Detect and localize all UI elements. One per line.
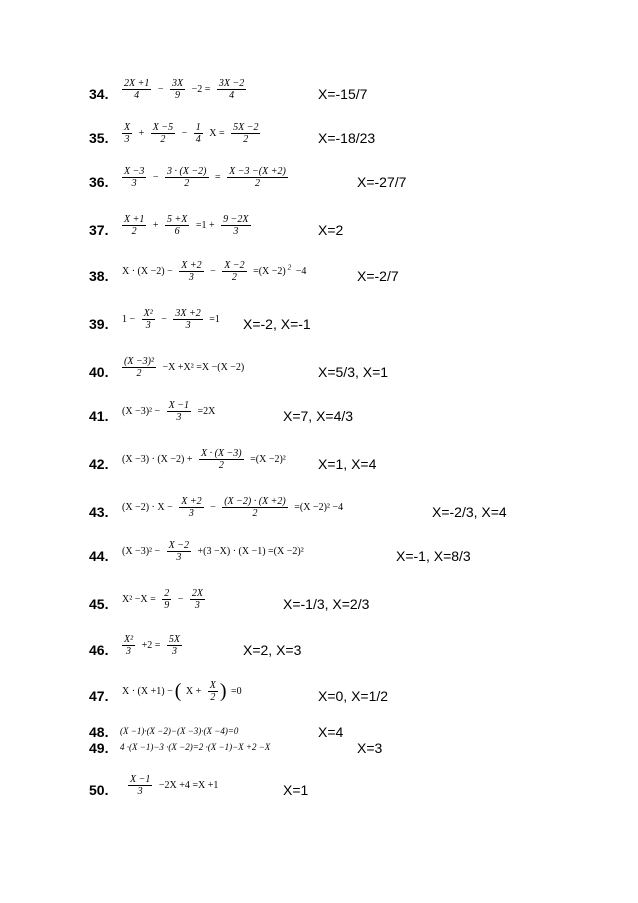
equation: X · (X −2) − $\frac{X +2}{3}$ − $\frac{X -2}{2}$ =(X −2) $^2$ −4 [122,260,307,283]
problem-47 [0,680,638,720]
problem-39 [0,308,638,348]
problem-43 [0,496,638,536]
equation: (X −3)² − $\frac{X -2}{3}$ +(3 −X) · (X −1) =(X −2)² [122,540,304,563]
problem-number: 49. [89,740,109,756]
problem-number: 44. [89,548,109,564]
answer: X=1 [283,782,309,798]
problem-number: 46. [89,642,109,658]
equation: (X −3)² − $\frac{X -1}{3}$ =2X [122,400,216,423]
problem-number: 37. [89,222,109,238]
problem-number: 35. [89,130,109,146]
problem-number: 47. [89,688,109,704]
equation: (X −1)·(X −2)−(X −3)·(X −4)=0 [120,726,239,736]
answer: X=-15/7 [318,86,368,102]
problem-44 [0,540,638,580]
problem-number: 45. [89,596,109,612]
problem-number: 48. [89,724,109,740]
equation: 1 − $\frac{\text{X²}}{3}$ − $\frac{3X +2}{3}$ =1 [122,308,220,331]
equation: 4 ·(X −1)−3 ·(X −2)=2 ·(X −1)−X +2 −X [120,742,271,752]
equation: $\frac{\text{(X −3)²}}{2}$ −X +X² =X −(X −2) [124,356,245,379]
answer: X=-18/23 [318,130,376,146]
answer: X=2, X=3 [243,642,302,658]
problem-number: 34. [89,86,109,102]
answer: X=7, X=4/3 [283,408,354,424]
answer: X=1, X=4 [318,456,377,472]
problem-35 [0,122,638,162]
problem-34 [0,78,638,118]
problem-number: 42. [89,456,109,472]
answer: X=2 [318,222,344,238]
equation: X² −X = $\frac{2}{9}$ − $\frac{2X}{3}$ [122,588,203,611]
problem-50 [0,774,638,814]
problem-38 [0,260,638,300]
problem-number: 40. [89,364,109,380]
problem-number: 41. [89,408,109,424]
answer: X=4 [318,724,344,740]
answer: X=-1/3, X=2/3 [283,596,370,612]
equation: $\frac{X -3}{3}$ − $\frac{3 \cdot (X -2)}{2}$ = $\frac{X -3 -(X +2)}{2}$ [124,166,286,189]
equation: (X −3) · (X −2) + $\frac{X \cdot (X -3)}{2}$ =(X −2)² [122,448,286,471]
problem-36 [0,166,638,206]
problem-number: 38. [89,268,109,284]
answer: X=-27/7 [357,174,407,190]
problem-40 [0,356,638,396]
answer: X=0, X=1/2 [318,688,389,704]
equation: $\frac{X}{3}$ + $\frac{X -5}{2}$ − $\frac{1}{4}$ X = $\frac{5X -2}{2}$ [124,122,259,145]
answer: X=-2/7 [357,268,399,284]
answer: X=3 [357,740,383,756]
answer: X=-1, X=8/3 [396,548,471,564]
problem-number: 39. [89,316,109,332]
problem-49 [0,740,638,758]
equation: X · (X +1) − ( X + $\frac{X}{2}$ ) =0 [122,680,242,703]
equation: $\frac{\text{X²}}{3}$ +2 = $\frac{5X}{3}$ [124,634,180,657]
problem-45 [0,588,638,628]
answer: X=-2/3, X=4 [432,504,507,520]
problem-46 [0,634,638,674]
equation: (X −2) · X − $\frac{X +2}{3}$ − $\frac{(X -2) \cdot (X +2)}{2}$ =(X −2)² −4 [122,496,344,519]
answer: X=5/3, X=1 [318,364,389,380]
problem-number: 50. [89,782,109,798]
equation: $\frac{2X +1}{4}$ − $\frac{3X}{9}$ −2 = $\frac{3X -2}{4}$ [124,78,245,101]
answer: X=-2, X=-1 [243,316,311,332]
problem-number: 43. [89,504,109,520]
problem-41 [0,400,638,440]
problem-42 [0,448,638,488]
equation: $\frac{X -1}{3}$ −2X +4 =X +1 [130,774,219,797]
problem-37 [0,214,638,254]
equation: $\frac{X +1}{2}$ + $\frac{5 +X}{6}$ =1 + $\frac{9 -2X}{3}$ [124,214,249,237]
problem-number: 36. [89,174,109,190]
